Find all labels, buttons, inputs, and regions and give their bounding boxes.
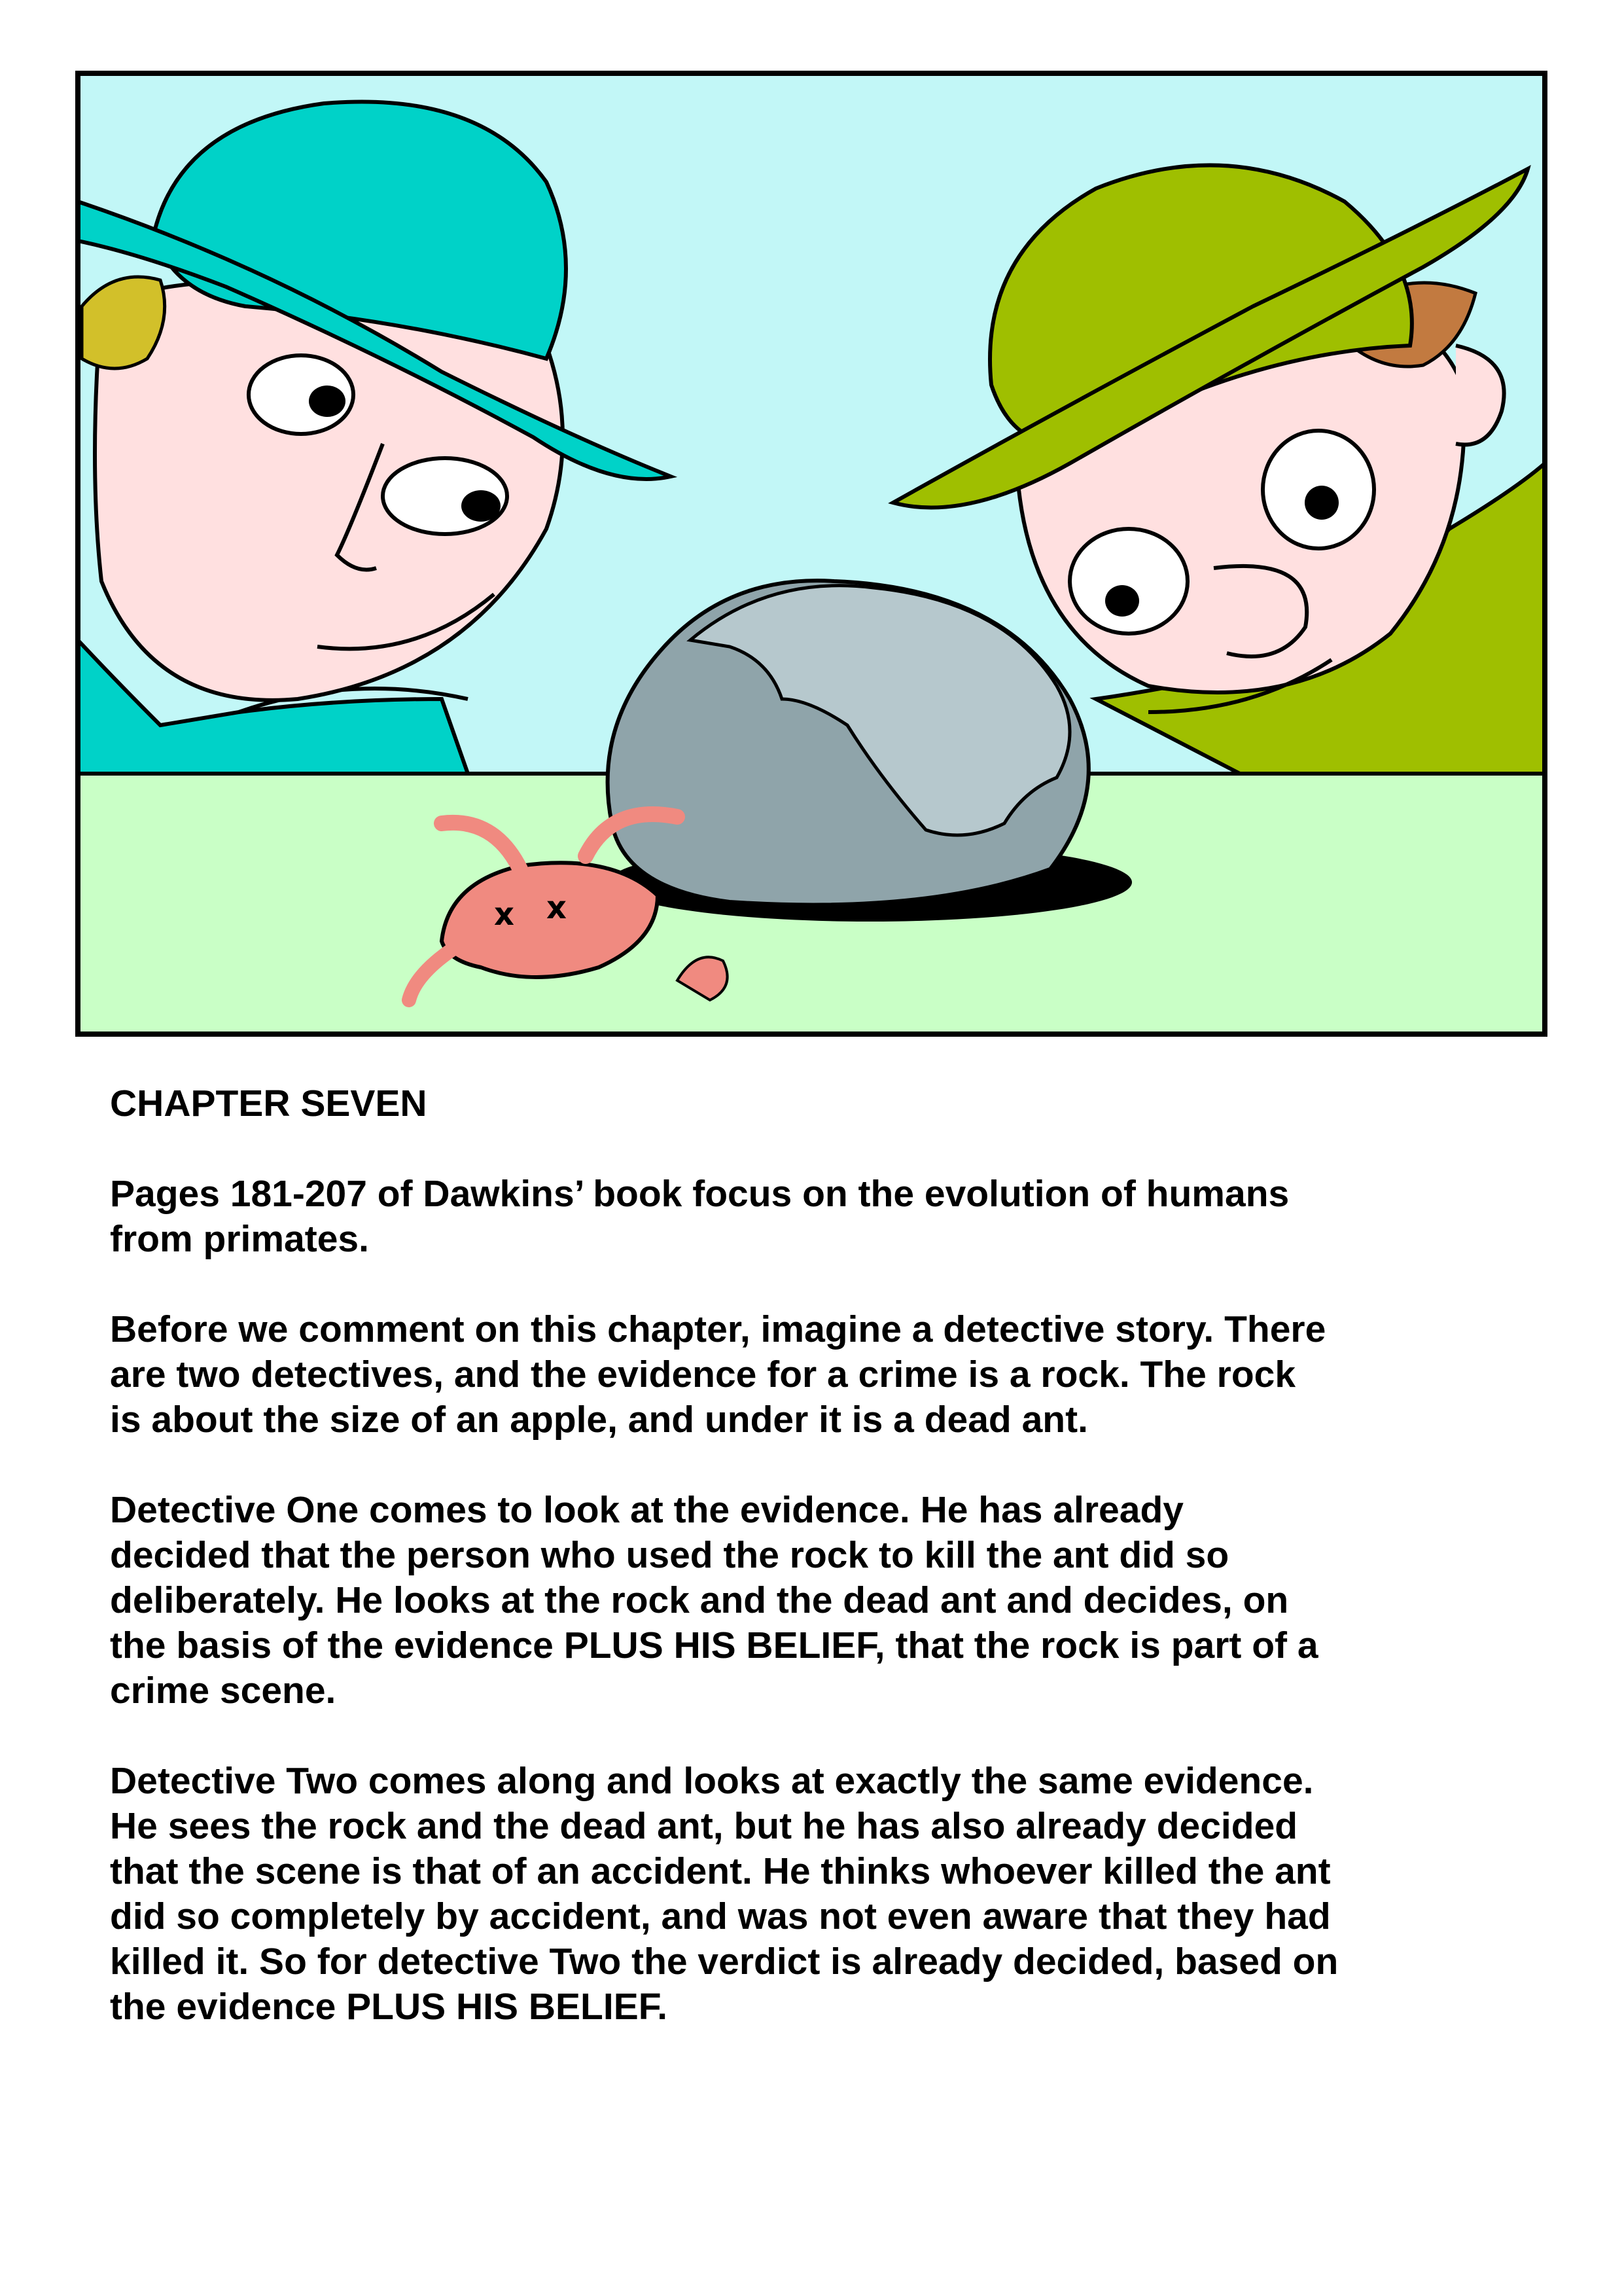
paragraph-detective-one: Detective One comes to look at the evidence. He has already decided that the person who used the rock to kill the ant did so deliberately. He looks at the rock and the dead ant and decides, on the basis of the evidence PLUS HIS BELIEF, that the rock is part of a crime scene. [110, 1489, 1318, 1712]
svg-text:x: x [546, 889, 567, 926]
paragraph-detective-story: Before we comment on this chapter, imagine a detective story. There are two detectives, and the evidence for a crime is a rock. The rock is about the size of an apple, and under it is a dead ant. [110, 1308, 1326, 1441]
chapter-title: CHAPTER SEVEN [110, 1083, 427, 1124]
document-body [110, 1081, 1536, 2075]
detectives-illustration [75, 71, 1547, 1037]
paragraph-detective-two: Detective Two comes along and looks at exactly the same evidence. He sees the rock and the dead ant, but he has also already decided that the scene is that of an accident. He thinks whoever killed the ant did so completely by accident, and was not even aware that they had killed it. So for detective Two the verdict is already decided, based on the evidence PLUS HIS BELIEF. [110, 1760, 1339, 2028]
illustration-svg [75, 71, 1547, 1037]
paragraph-intro: Pages 181-207 of Dawkins’ book focus on the evolution of humans from primates. [110, 1173, 1290, 1260]
svg-text:x: x [494, 896, 514, 933]
